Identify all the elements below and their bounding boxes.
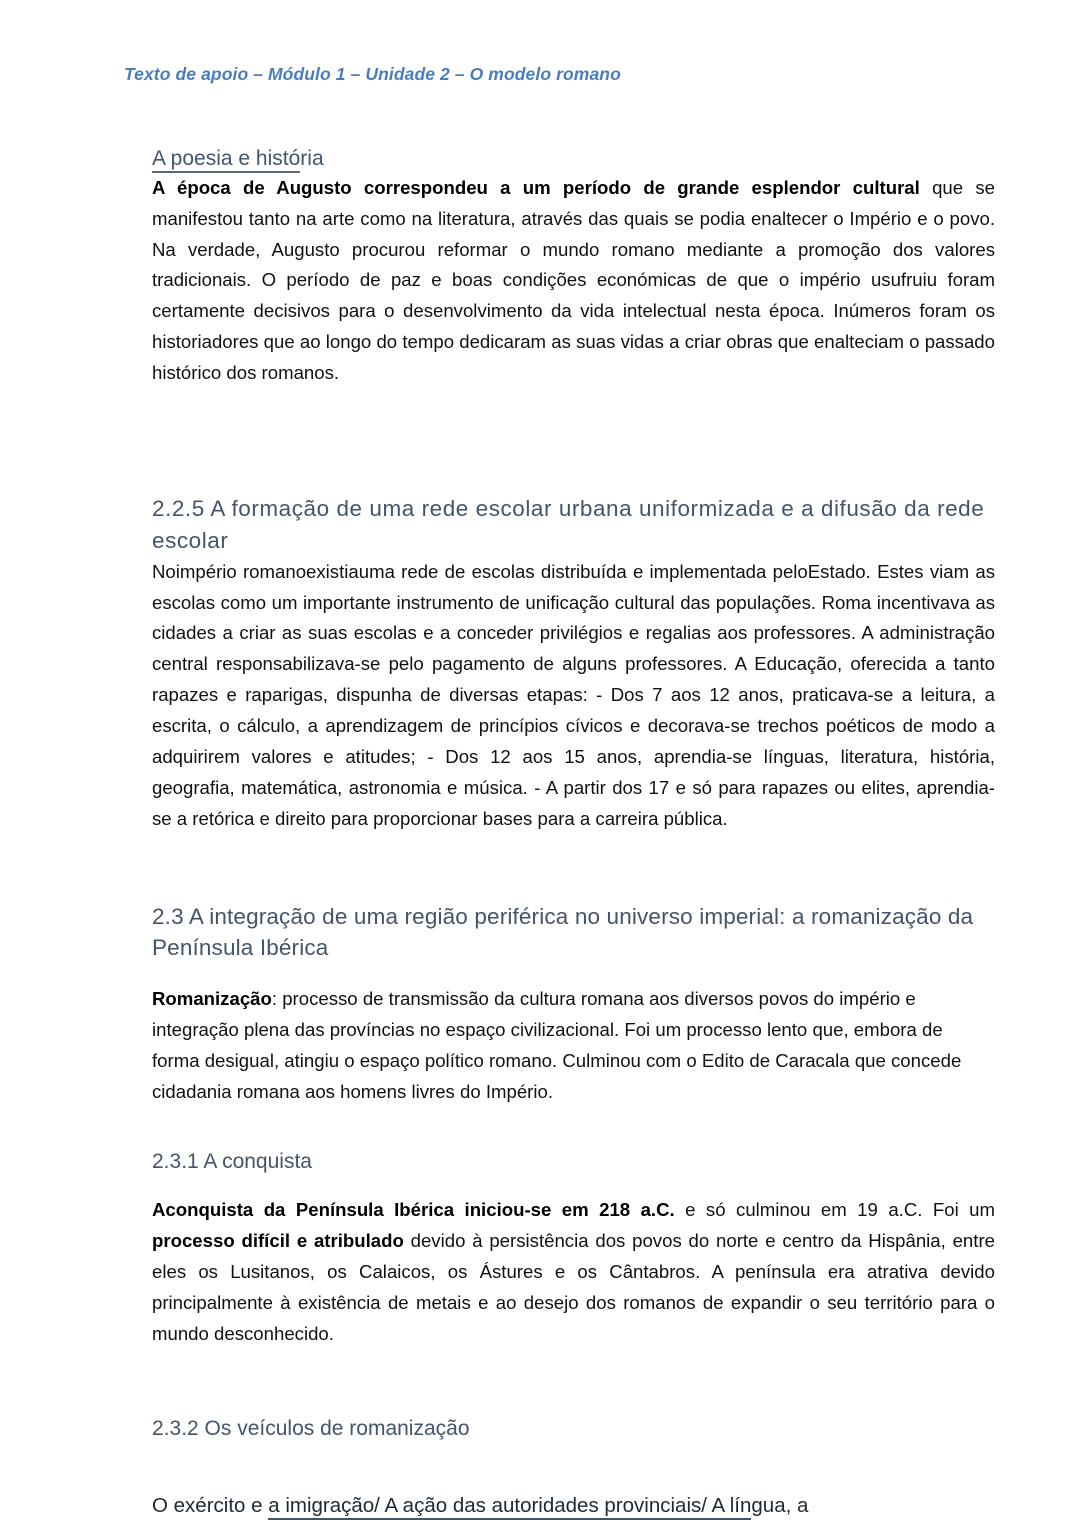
paragraph-conquista-bold-lead: Aconquista da Península Ibérica iniciou-se em 218 a.C. bbox=[152, 1199, 675, 1221]
line-veiculos-prefix: O exército e bbox=[152, 1493, 269, 1517]
heading-poesia-underlined-part: A poesia e histó bbox=[152, 147, 300, 173]
spacer bbox=[152, 1108, 995, 1148]
heading-2-3-1-a-conquista: 2.3.1 A conquista bbox=[152, 1149, 312, 1173]
paragraph-conquista-mid: e só culminou em 19 a.C. Foi um bbox=[674, 1199, 995, 1221]
document-body bbox=[152, 146, 995, 1521]
spacer bbox=[152, 964, 995, 984]
spacer bbox=[152, 1443, 995, 1483]
paragraph-poesia bbox=[152, 173, 995, 389]
paragraph-poesia-text: que se manifestou tanto na arte como na literatura, através das quais se podia enaltecer o Império e o povo. Na verdade, Augusto procurou reformar o mundo romano mediante a promoção dos valores tradicionais. O período de paz e boas condições económicas de que o império usufruiu foram certamente decisivos para o desenvolvimento da vida intelectual nesta época. Inúmeros foram os historiadores que ao longo do tempo dedicaram as suas vidas a criar obras que enalteciam o passado histórico dos romanos. bbox=[152, 176, 995, 384]
heading-2-2-5-rede-escolar: 2.2.5 A formação de uma rede escolar urbana uniformizada e a difusão da rede escolar bbox=[152, 495, 985, 553]
paragraph-romanizacao bbox=[152, 984, 995, 1107]
spacer bbox=[152, 835, 995, 901]
paragraph-poesia-bold-lead: A época de Augusto correspondeu a um período de grande esplendor cultural bbox=[152, 176, 920, 198]
line-veiculos-underlined-part: a imigração/ A ação das autoridades provinciais/ A lín bbox=[268, 1494, 751, 1520]
spacer bbox=[152, 1175, 995, 1195]
spacer bbox=[152, 473, 995, 493]
paragraph-romanizacao-text: : processo de transmissão da cultura romana aos diversos povos do império e integração plena das províncias no espaço civilizacional. Foi um processo lento que, embora de forma desigual, atingiu o espaço político romano. Culminou com o Edito de Caracala que concede cidadania romana aos homens livres do Império. bbox=[152, 988, 962, 1102]
heading-poesia-tail: ria bbox=[300, 147, 324, 170]
spacer bbox=[152, 1483, 995, 1491]
paragraph-conquista-text: devido à persistência dos povos do norte e centro da Hispânia, entre eles os Lusitanos, os Calaicos, os Ástures e os Cântabros. A península era atrativa devido principalmente à existência de metais e ao desejo dos romanos de expandir o seu território para o mundo desconhecido. bbox=[152, 1229, 995, 1344]
spacer bbox=[152, 1349, 995, 1415]
paragraph-romanizacao-bold-lead: Romanização bbox=[152, 988, 272, 1010]
paragraph-rede-escolar: Noimpério romanoexistiauma rede de escolas distribuída e implementada peloEstado. Estes viam as escolas como um importante instrumento de unificação cultural das populações. Roma incentivava as cidades a criar as suas escolas e a conceder privilégios e regalias aos professores. A administração central responsabilizava-se pelo pagamento de alguns professores. A Educação, oferecida a tanto rapazes e raparigas, dispunha de diversas etapas: - Dos 7 aos 12 anos, praticava-se a leitura, a escrita, o cálculo, a aprendizagem de princípios cívicos e decorava-se trechos poéticos de modo a adquirirem valores e atitudes; - Dos 12 aos 15 anos, aprendia-se línguas, literatura, história, geografia, matemática, astronomia e música. - A partir dos 17 e só para rapazes ou elites, aprendia-se a retórica e direito para proporcionar bases para a carreira pública. bbox=[152, 560, 995, 829]
paragraph-conquista-bold-second: processo difícil e atribulado bbox=[152, 1229, 404, 1251]
spacer bbox=[152, 389, 995, 473]
line-veiculos-tail: gua, a bbox=[751, 1493, 809, 1517]
heading-2-3-2-veiculos: 2.3.2 Os veículos de romanização bbox=[152, 1417, 470, 1441]
heading-a-poesia-e-historia bbox=[152, 146, 995, 173]
paragraph-conquista bbox=[152, 1195, 995, 1349]
running-header: Texto de apoio – Módulo 1 – Unidade 2 – O modelo romano bbox=[124, 64, 621, 84]
heading-2-3-integracao: 2.3 A integração de uma região periférica no universo imperial: a romanização da Península Ibérica bbox=[152, 903, 974, 961]
line-veiculos-romanizacao bbox=[152, 1491, 995, 1522]
